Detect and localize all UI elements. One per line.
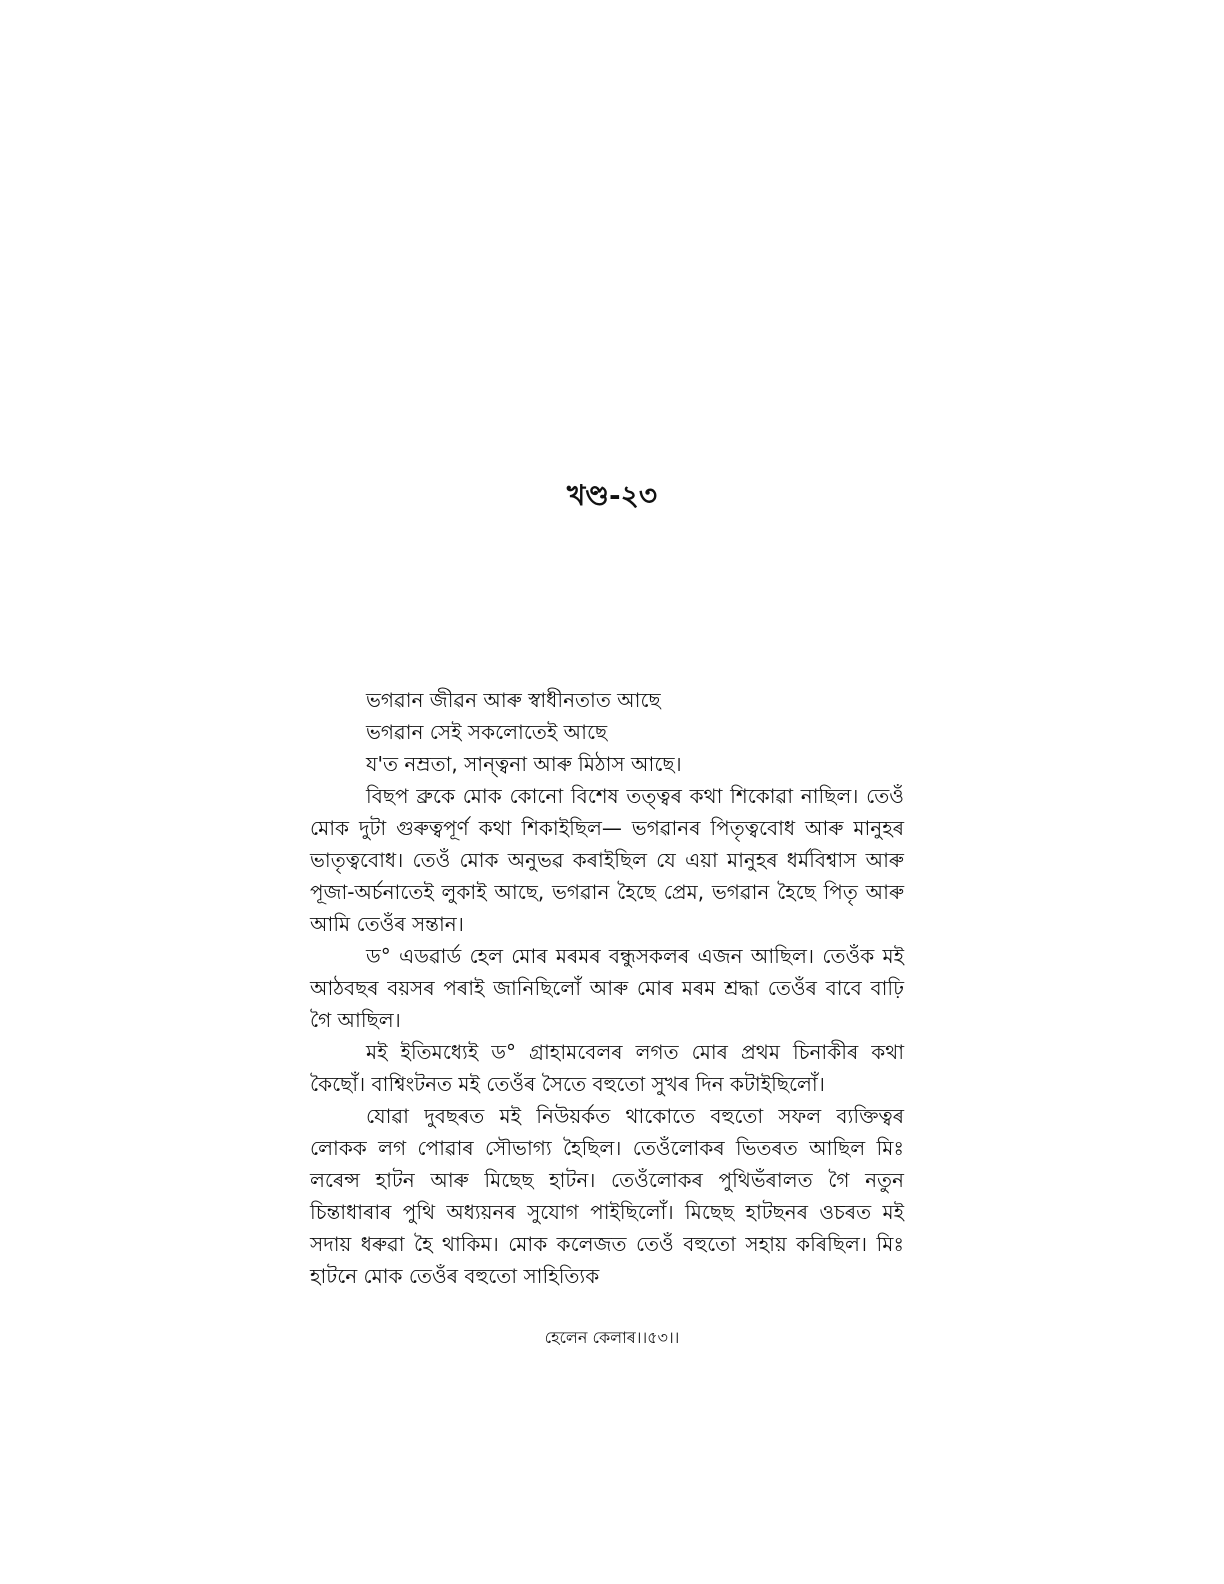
page-footer: হেলেন কেলাৰ।।৫৩।। — [544, 1328, 680, 1347]
verse-line-2: ভগৱান সেই সকলোতেই আছে — [366, 720, 608, 744]
verse-line-1: ভগৱান জীৱন আৰু স্বাধীনতাত আছে — [366, 688, 661, 712]
body-text — [310, 684, 904, 1292]
chapter-title: খণ্ড-২৩ — [566, 479, 658, 512]
paragraph-1: বিছপ ব্রুকে মোক কোনো বিশেষ তত্ত্বৰ কথা শিকোৱা নাছিল। তেওঁ মোক দুটা গুৰুত্বপূৰ্ণ কথা শিকাইছিল— ভগৱানৰ পিতৃত্ববোধ আৰু মানুহৰ ভাতৃত্ববোধ। তেওঁ মোক অনুভৱ কৰাইছিল যে এয়া মানুহৰ ধৰ্মবিশ্বাস আৰু পূজা-অৰ্চনাতেই লুকাই আছে, ভগৱান হৈছে প্ৰেম, ভগৱান হৈছে পিতৃ আৰু আমি তেওঁৰ সন্তান। — [310, 784, 904, 936]
verse-line-3: য'ত নম্রতা, সান্ত্বনা আৰু মিঠাস আছে। — [366, 752, 682, 776]
paragraph-3: মই ইতিমধ্যেই ড° গ্ৰাহামবেলৰ লগত মোৰ প্ৰথম চিনাকীৰ কথা কৈছোঁ। বাশ্বিংটনত মই তেওঁৰ সৈতে বহুতো সুখৰ দিন কটাইছিলোঁ। — [310, 1040, 904, 1096]
paragraph-2: ড° এডৱাৰ্ড হেল মোৰ মৰমৰ বন্ধুসকলৰ এজন আছিল। তেওঁক মই আঠবছৰ বয়সৰ পৰাই জানিছিলোঁ আৰু মোৰ মৰম শ্ৰদ্ধা তেওঁৰ বাবে বাঢ়ি গৈ আছিল। — [310, 944, 904, 1032]
paragraph-4: যোৱা দুবছৰত মই নিউয়ৰ্কত থাকোতে বহুতো সফল ব্যক্তিত্বৰ লোকক লগ পোৱাৰ সৌভাগ্য হৈছিল। তেওঁলোকৰ ভিতৰত আছিল মিঃ লৰেন্স হাটন আৰু মিছেছ হাটন। তেওঁলোকৰ পুথিভঁৰালত গৈ নতুন চিন্তাধাৰাৰ পুথি অধ্যয়নৰ সুযোগ পাইছিলোঁ। মিছেছ হাটছনৰ ওচৰত মই সদায় ধৰুৱা হৈ থাকিম। মোক কলেজত তেওঁ বহুতো সহায় কৰিছিল। মিঃ হাটনে মোক তেওঁৰ বহুতো সাহিত্যিক — [310, 1104, 904, 1288]
